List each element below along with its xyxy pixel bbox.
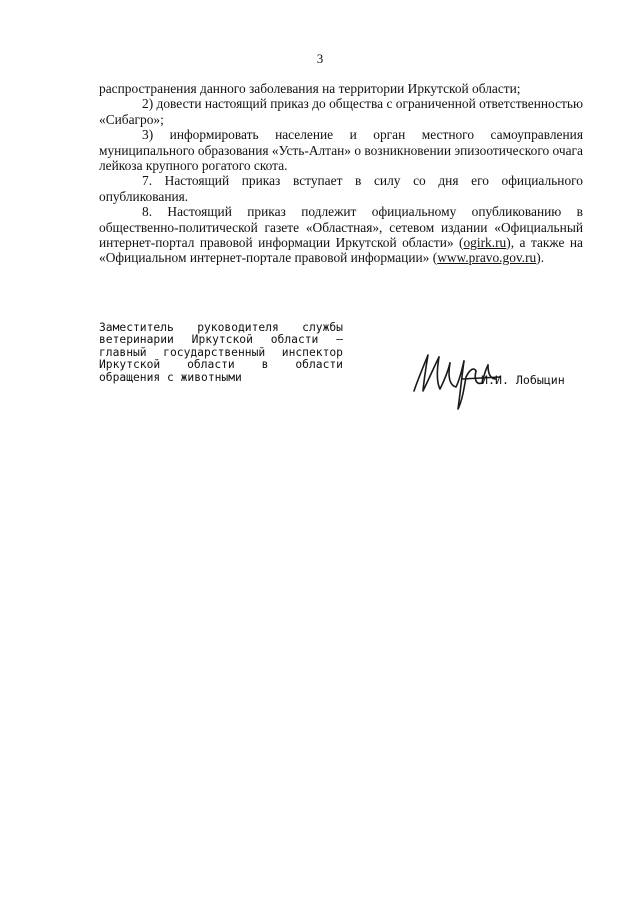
page-number: 3	[316, 51, 324, 66]
signatory-position-word: области	[295, 358, 343, 372]
signatory-position-word: обращения с животными	[99, 370, 242, 384]
url-link[interactable]: ogirk.ru	[463, 235, 507, 251]
signatory-position-word: Заместитель	[99, 321, 174, 334]
signatory-position-word: –	[336, 333, 343, 347]
signatory-position-word: руководителя	[197, 321, 279, 334]
signatory-position-word: в	[261, 358, 269, 372]
signatory-position	[99, 322, 343, 384]
paragraph-text: распространения данного заболевания на территории Иркутской области;	[99, 81, 521, 96]
paragraph-continuation	[99, 81, 583, 96]
paragraph-item-3	[99, 127, 583, 173]
paragraph-text: ), а также на «Официальном интернет-портале правовой информации» (	[99, 235, 583, 266]
signatory-position-word: области	[187, 358, 235, 372]
paragraph-text: 7. Настоящий приказ вступает в силу со дня его официального опубликования.	[99, 173, 583, 204]
paragraph-item-2	[99, 96, 583, 127]
document-body	[99, 81, 583, 266]
signatory-position-word: инспектор	[281, 345, 343, 359]
paragraph-text: ).	[536, 250, 545, 266]
signatory-position-word: области	[270, 333, 319, 347]
paragraph-item-8	[99, 204, 583, 266]
signer-name: И.И. Лобыцин	[481, 373, 565, 387]
signatory-position-word: Иркутской	[99, 358, 161, 372]
paragraph-item-7	[99, 173, 583, 204]
signatory-position-line	[99, 372, 343, 384]
signatory-position-word: Иркутской	[191, 333, 253, 347]
signatory-position-line	[99, 359, 343, 371]
signatory-position-word: государственный	[163, 345, 266, 359]
paragraph-text: 2) довести настоящий приказ до общества с ограниченной ответственностью «Сибагро»;	[99, 96, 583, 127]
signatory-position-line	[99, 334, 343, 346]
signatory-position-word: главный	[99, 345, 147, 359]
paragraph-text: 3) информировать население и орган местного самоуправления муниципального образования «Усть-Алтан» о возникновении эпизоотического очага лейкоза крупного рогатого скота.	[99, 127, 583, 174]
paragraph-text: 8. Настоящий приказ подлежит официальному опубликованию в общественно-политической газете «Областная», сетевом издании «Официальный интернет-портал правовой информации Иркутской области» (	[99, 204, 583, 251]
signatory-position-word: ветеринарии	[99, 333, 174, 347]
signatory-position-word: службы	[302, 321, 343, 334]
url-link[interactable]: www.pravo.gov.ru	[437, 250, 537, 266]
